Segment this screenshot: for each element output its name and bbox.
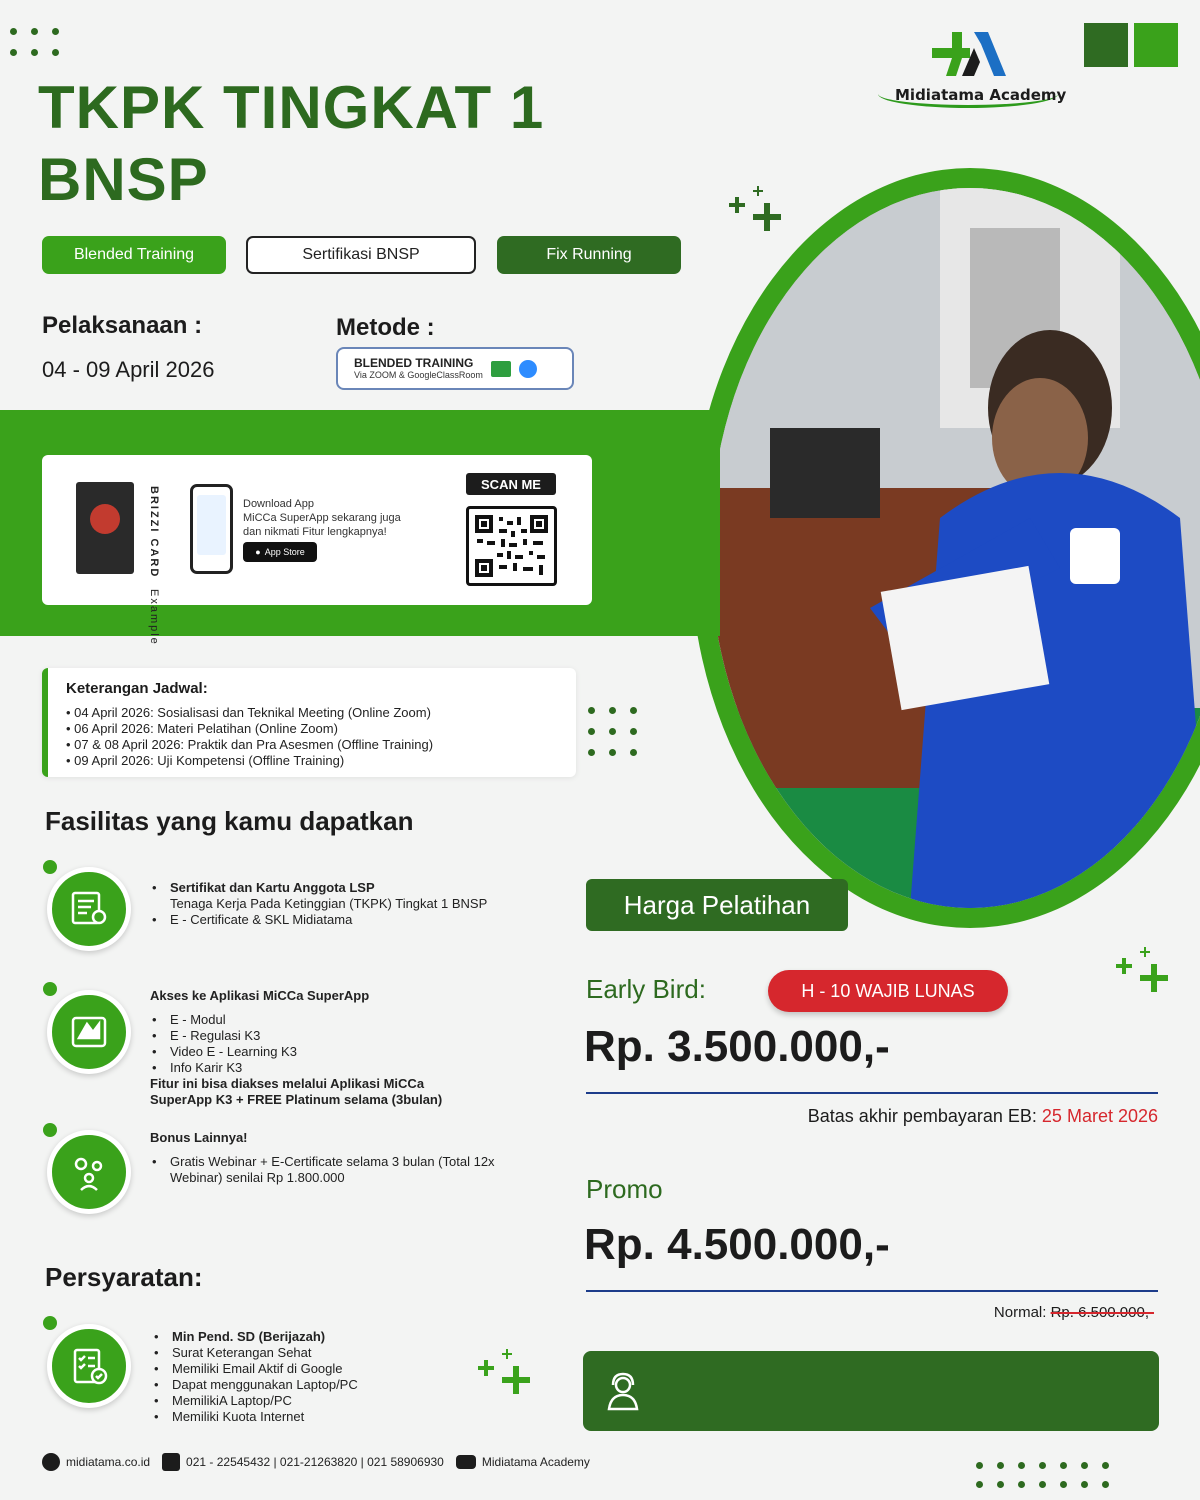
facility-1-title: Sertifikat dan Kartu Anggota LSP: [170, 880, 375, 895]
brizzi-card-title: BRIZZI CARD: [148, 486, 160, 579]
sparkle-icon: [474, 1346, 534, 1398]
schedule-item: • 07 & 08 April 2026: Praktik dan Pra Asesmen (Offline Training): [66, 737, 576, 753]
footer-youtube[interactable]: Midiatama Academy: [481, 1455, 590, 1469]
download-app-text: [243, 497, 401, 539]
facility-2-item: • E - Regulasi K3: [150, 1028, 442, 1044]
promo-price: Rp. 4.500.000,-: [584, 1220, 890, 1269]
facility-3-line1: • Gratis Webinar + E-Certificate selama 3 bulan (Total 12x: [150, 1154, 495, 1170]
bullet-dot: [43, 982, 57, 996]
schedule-item: • 04 April 2026: Sosialisasi dan Teknikal Meeting (Online Zoom): [66, 705, 576, 721]
brizzi-card-image: [76, 482, 134, 574]
wajib-lunas-badge: H - 10 WAJIB LUNAS: [768, 970, 1008, 1012]
normal-label: Normal:: [993, 1304, 1047, 1321]
contact-bar[interactable]: [583, 1351, 1159, 1431]
checklist-icon: [47, 1324, 131, 1408]
download-desc-1: MiCCa SuperApp sekarang juga: [243, 512, 401, 524]
training-photo: [710, 188, 1200, 908]
footer: [42, 1453, 590, 1471]
schedule-card: [42, 668, 576, 777]
facility-3-title: Bonus Lainnya!: [150, 1130, 248, 1145]
facility-2-item: • Info Karir K3: [150, 1060, 442, 1076]
facility-2-item: • Video E - Learning K3: [150, 1044, 442, 1060]
qr-code-icon[interactable]: [466, 506, 557, 586]
footer-website[interactable]: midiatama.co.id: [66, 1455, 151, 1469]
download-desc-2: dan nikmati Fitur lengkapnya!: [243, 526, 387, 538]
facility-1-line3: • E - Certificate & SKL Midiatama: [150, 912, 487, 928]
facility-3-text: [150, 1130, 495, 1186]
certificate-icon: [47, 867, 131, 951]
requirement-item: • Dapat menggunakan Laptop/PC: [152, 1377, 358, 1393]
zoom-icon: [519, 360, 537, 378]
appstore-label: App Store: [264, 547, 305, 557]
metode-label: Metode :: [336, 314, 435, 341]
requirement-item: • MemilikiA Laptop/PC: [152, 1393, 358, 1409]
promo-label: Promo: [586, 1174, 663, 1204]
deadline-label: Batas akhir pembayaran EB:: [807, 1106, 1037, 1126]
facility-2-item: • E - Modul: [150, 1012, 442, 1028]
decor-dots-bottom-right: [976, 1462, 1109, 1488]
appstore-button[interactable]: [243, 542, 317, 562]
pelaksanaan-label: Pelaksanaan :: [42, 312, 203, 339]
facility-2-title: Akses ke Aplikasi MiCCa SuperApp: [150, 988, 370, 1003]
divider: [586, 1092, 1158, 1094]
pelaksanaan-date: 04 - 09 April 2026: [42, 357, 215, 382]
gears-user-icon: [47, 1130, 131, 1214]
brizzi-card-sub: Example: [148, 589, 160, 647]
app-icon: [47, 990, 131, 1074]
facility-1-text: [150, 880, 487, 928]
facility-3-line2: Webinar) senilai Rp 1.800.000: [170, 1170, 345, 1185]
early-bird-label: Early Bird:: [586, 974, 706, 1004]
requirement-item: • Memiliki Kuota Internet: [152, 1409, 358, 1425]
page-title: [38, 72, 544, 216]
pricing-title: Harga Pelatihan: [586, 879, 848, 931]
metode-badge-sub: Via ZOOM & GoogleClassRoom: [354, 370, 483, 380]
bullet-dot: [43, 1123, 57, 1137]
decor-dots-top-left: [10, 28, 59, 56]
requirement-item: • Memiliki Email Aktif di Google: [152, 1361, 358, 1377]
decor-square-green: [1134, 23, 1178, 67]
logo-text: Midiatama Academy: [895, 86, 1067, 104]
apple-icon: ●: [255, 547, 261, 557]
headset-user-icon: [603, 1371, 643, 1411]
schedule-title: Keterangan Jadwal:: [66, 680, 208, 697]
tag-fix-running: Fix Running: [497, 236, 681, 274]
deadline-date: 25 Maret 2026: [1041, 1106, 1158, 1126]
bullet-dot: [43, 1316, 57, 1330]
bullet-dot: [43, 860, 57, 874]
facility-2-note-1: Fitur ini bisa diakses melalui Aplikasi MiCCa: [150, 1076, 425, 1091]
normal-price: Rp. 6.500.000,-: [1050, 1304, 1154, 1321]
divider: [586, 1290, 1158, 1292]
download-title: Download App: [243, 498, 314, 510]
brizzi-card-label: [148, 486, 160, 646]
facilities-title: Fasilitas yang kamu dapatkan: [45, 806, 414, 836]
decor-square-dark: [1084, 23, 1128, 67]
tag-blended-training: Blended Training: [42, 236, 226, 274]
requirement-item: • Surat Keterangan Sehat: [152, 1345, 358, 1361]
schedule-item: • 06 April 2026: Materi Pelatihan (Online Zoom): [66, 721, 576, 737]
footer-phones: 021 - 22545432 | 021-21263820 | 021 58906930: [186, 1455, 444, 1469]
classroom-icon: [491, 361, 511, 377]
youtube-icon: [456, 1455, 476, 1469]
metode-badge-title: BLENDED TRAINING: [354, 356, 474, 370]
early-bird-price: Rp. 3.500.000,-: [584, 1022, 890, 1071]
requirements-list: [152, 1329, 358, 1425]
facility-1-line2: Tenaga Kerja Pada Ketinggian (TKPK) Tingkat 1 BNSP: [170, 896, 488, 911]
sparkle-icon: [1112, 944, 1172, 996]
normal-price-text: [900, 1304, 1154, 1321]
midiatama-logo-icon: [918, 28, 1010, 80]
tag-sertifikasi-bnsp: Sertifikasi BNSP: [246, 236, 476, 274]
metode-badge: [336, 347, 574, 390]
globe-icon: [42, 1453, 60, 1471]
sparkle-icon: [725, 183, 785, 235]
requirement-item: Min Pend. SD (Berijazah): [172, 1329, 326, 1344]
facility-2-text: [150, 988, 442, 1108]
requirements-title: Persyaratan:: [45, 1262, 203, 1292]
phone-app-image: [190, 484, 233, 574]
scan-me-label: SCAN ME: [466, 473, 556, 495]
schedule-item: • 09 April 2026: Uji Kompetensi (Offline Training): [66, 753, 576, 769]
title-line-2: BNSP: [38, 146, 209, 213]
deadline-text: [700, 1106, 1158, 1127]
decor-dots-middle: [588, 707, 637, 756]
title-line-1: TKPK TINGKAT 1: [38, 74, 545, 141]
phone-icon: [162, 1453, 180, 1471]
facility-2-note-2: SuperApp K3 + FREE Platinum selama (3bulan): [150, 1092, 443, 1107]
